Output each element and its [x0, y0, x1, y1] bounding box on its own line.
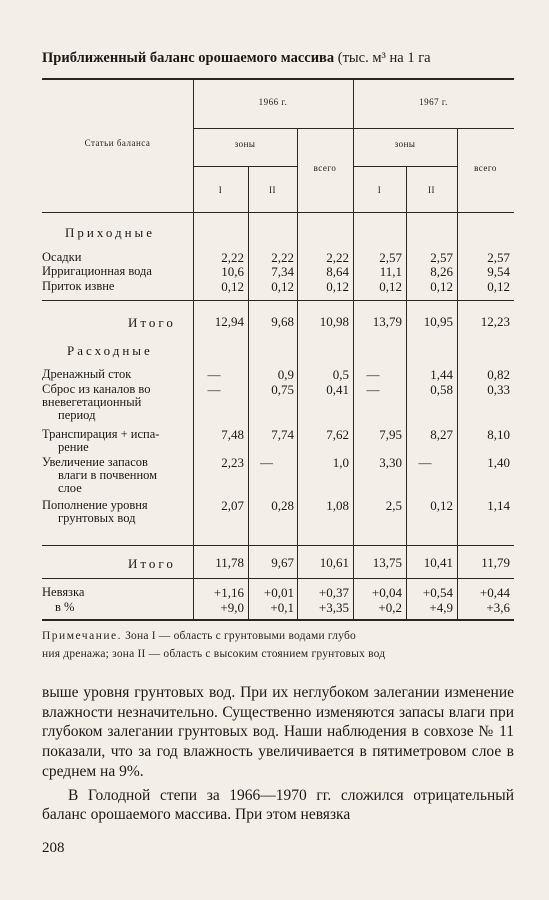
- expense-sum-rule: [42, 545, 514, 546]
- value-cell: 10,61: [319, 555, 349, 570]
- value-cell: 0,12: [221, 279, 244, 294]
- col-rule-4: [406, 166, 407, 619]
- value-cell: 0,12: [487, 279, 510, 294]
- value-cell: 7,62: [326, 427, 349, 442]
- value-cell: +3,35: [318, 600, 349, 615]
- row-label-groundwater-line1: Пополнение уровня: [42, 498, 148, 512]
- row-label-precipitation: Осадки: [42, 250, 82, 264]
- value-cell: 7,34: [271, 264, 294, 279]
- value-cell: +0,37: [318, 585, 349, 600]
- table-title-main: Приближенный баланс орошаемого массива: [42, 50, 335, 66]
- value-cell: 8,64: [326, 264, 349, 279]
- total-bottom-rule: [42, 578, 514, 579]
- zones-header-1966: зоны: [234, 139, 256, 149]
- value-cell: 11,79: [481, 555, 510, 570]
- value-cell: 0,5: [332, 367, 349, 382]
- col-rule-1: [248, 166, 249, 619]
- value-cell: 0,33: [487, 382, 510, 397]
- table-title-units: (тыс. м³ на 1 га: [337, 50, 431, 66]
- row-label-groundwater-line2: грунтовых вод: [58, 511, 136, 525]
- page-number: 208: [42, 840, 65, 856]
- value-cell: 0,9: [277, 367, 294, 382]
- value-cell: +0,54: [422, 585, 453, 600]
- zone2-header-1967: II: [428, 185, 435, 195]
- row-label-moisture-increase: [42, 456, 157, 495]
- value-cell: 8,26: [430, 264, 453, 279]
- zones-rule-1967: [353, 166, 457, 167]
- value-cell: 2,57: [487, 250, 510, 265]
- value-cell: —: [207, 382, 221, 397]
- value-cell: 0,12: [379, 279, 402, 294]
- zones-rule-1966: [193, 166, 297, 167]
- value-cell: —: [260, 455, 273, 470]
- note-lead: Примечание.: [42, 630, 122, 642]
- value-cell: 0,12: [271, 279, 294, 294]
- value-cell: 9,67: [271, 555, 294, 570]
- year-1967-header: 1967 г.: [419, 97, 448, 107]
- row-label-inflow: Приток извне: [42, 279, 115, 293]
- note-line-1: [42, 627, 522, 645]
- body-text: [42, 683, 514, 825]
- value-cell: +0,2: [378, 600, 402, 615]
- value-cell: 2,5: [385, 498, 402, 513]
- value-cell: 10,98: [319, 314, 349, 329]
- note-text-1: Зона I — область с грунтовыми водами глубо: [125, 630, 356, 642]
- value-cell: +4,9: [429, 600, 453, 615]
- value-cell: +1,16: [213, 585, 244, 600]
- value-cell: 7,74: [271, 427, 294, 442]
- value-cell: 3,30: [379, 455, 402, 470]
- row-label-moisture-line3: слое: [58, 481, 82, 495]
- value-cell: 2,57: [379, 250, 402, 265]
- value-cell: 8,10: [487, 427, 510, 442]
- value-cell: 7,48: [221, 427, 244, 442]
- value-cell: —: [366, 382, 380, 397]
- value-cell: 7,95: [379, 427, 402, 442]
- value-cell: 1,14: [487, 498, 510, 513]
- value-cell: 2,22: [271, 250, 294, 265]
- value-cell: 12,94: [214, 314, 244, 329]
- row-label-discharge-line3: период: [58, 408, 96, 422]
- income-section-label: Приходные: [65, 225, 156, 240]
- value-cell: 11,1: [379, 264, 402, 279]
- income-sum-rule: [42, 300, 514, 301]
- zone2-header-1966: II: [269, 185, 276, 195]
- row-label-moisture-line2: влаги в почвенном: [58, 468, 158, 482]
- value-cell: 1,44: [430, 367, 453, 382]
- paragraph-2: В Голодной степи за 1966—1970 гг. сложился отрицательный баланс орошаемого массива. При этом невязка: [42, 786, 514, 824]
- zones-header-1967: зоны: [394, 139, 416, 149]
- header-bottom-rule: [42, 212, 514, 213]
- value-cell: 0,82: [487, 367, 510, 382]
- col-rule-2: [297, 128, 298, 619]
- value-cell: +0,44: [479, 585, 510, 600]
- value-cell: 0,58: [430, 382, 453, 397]
- table-top-rule: [42, 78, 514, 80]
- value-cell: 1,40: [487, 455, 510, 470]
- value-cell: 10,6: [221, 264, 244, 279]
- value-cell: 0,28: [271, 498, 294, 513]
- zone1-header-1967: I: [377, 185, 382, 195]
- value-cell: 0,75: [271, 382, 294, 397]
- value-cell: 0,41: [326, 382, 349, 397]
- value-cell: 0,12: [430, 279, 453, 294]
- paragraph-1: выше уровня грунтовых вод. При их неглубоком залегании изменение влажности незначительно. Существенно изменяются запасы влаги при глубоком залегании грунтовых вод. Наши наблюдения в совхозе № 11 показали, что за год влажность увеличивается в пятиметровом слое в среднем на 9%.: [42, 684, 514, 780]
- total-header-1966: всего: [313, 163, 337, 173]
- value-cell: 12,23: [480, 314, 510, 329]
- value-cell: 9,54: [487, 264, 510, 279]
- value-cell: 10,95: [423, 314, 453, 329]
- col-rule-5: [457, 128, 458, 619]
- value-cell: 11,78: [215, 555, 244, 570]
- total-header-1967: всего: [474, 163, 497, 173]
- value-cell: 0,12: [430, 498, 453, 513]
- note-line-2: ния дренажа; зона II — область с высоким стоянием грунтовых вод: [42, 648, 386, 660]
- value-cell: 8,27: [430, 427, 453, 442]
- row-label-discharge-line1: Сброс из каналов во: [42, 382, 151, 396]
- col-rule-0: [193, 78, 194, 619]
- expense-section-label: Расходные: [67, 343, 153, 358]
- articles-header: Статьи баланса: [84, 138, 151, 148]
- row-label-transpiration-line1: Транспирация + испа-: [42, 427, 160, 441]
- value-cell: 10,41: [423, 555, 453, 570]
- value-cell: —: [418, 455, 432, 470]
- value-cell: 13,75: [372, 555, 402, 570]
- zone1-header-1966: I: [218, 185, 223, 195]
- value-cell: 0,12: [326, 279, 349, 294]
- row-label-discharge: [42, 383, 150, 422]
- year-1966-header: 1966 г.: [258, 97, 288, 107]
- table-title: [42, 50, 522, 67]
- table-note: [42, 627, 522, 663]
- value-cell: —: [366, 367, 380, 382]
- value-cell: +0,04: [371, 585, 402, 600]
- row-label-expense-total: Итого: [128, 556, 176, 571]
- value-cell: 1,08: [326, 498, 349, 513]
- value-cell: 2,07: [221, 498, 244, 513]
- row-label-transpiration: [42, 428, 159, 454]
- row-label-moisture-line1: Увеличение запасов: [42, 455, 148, 469]
- row-label-irrigation: Ирригационная вода: [42, 264, 152, 278]
- row-label-groundwater: [42, 499, 148, 525]
- value-cell: +0,01: [263, 585, 294, 600]
- table-bottom-rule: [42, 619, 514, 621]
- row-label-discharge-line2: вневегетационный: [42, 395, 142, 409]
- row-label-drainage: Дренажный сток: [42, 367, 132, 381]
- value-cell: +9,0: [220, 600, 244, 615]
- value-cell: 2,22: [221, 250, 244, 265]
- value-cell: 1,0: [332, 455, 349, 470]
- row-label-income-total: Итого: [128, 315, 176, 330]
- row-label-percent: в %: [55, 600, 75, 614]
- value-cell: +3,6: [486, 600, 510, 615]
- value-cell: 2,57: [430, 250, 453, 265]
- row-label-transpiration-line2: рение: [58, 440, 89, 454]
- value-cell: 9,68: [271, 314, 294, 329]
- row-label-discrepancy: Невязка: [42, 585, 85, 599]
- col-rule-3: [353, 78, 354, 619]
- value-cell: —: [207, 367, 221, 382]
- value-cell: 2,23: [221, 455, 244, 470]
- value-cell: 13,79: [372, 314, 402, 329]
- value-cell: 2,22: [326, 250, 349, 265]
- value-cell: +0,1: [270, 600, 294, 615]
